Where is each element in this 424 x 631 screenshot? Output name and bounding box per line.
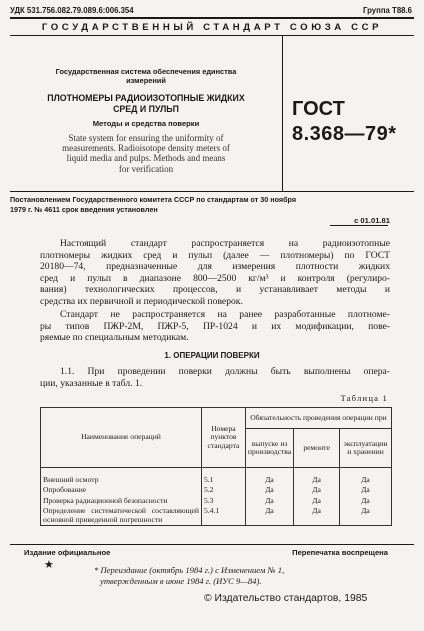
intro-line: средства их первичной и периодической поверок. <box>40 295 243 307</box>
english-title-line-2: measurements. Radioisotope density meters of <box>62 143 230 154</box>
header-rule-top <box>10 17 414 19</box>
scope-paragraph <box>40 309 390 344</box>
intro-line: Настоящий стандарт распространяется на радиоизотопные <box>60 238 390 249</box>
gost-label: ГОСТ <box>292 98 345 120</box>
intro-line: сред и пульп в диапазоне 800—2500 кг/м³ и контроля (регулиро- <box>40 272 390 284</box>
decree-line-2: 1979 г. № 4611 срок введения установлен <box>10 205 158 214</box>
reissue-line-1: * Переиздание (октябрь 1984 г.) с Изменением № 1, <box>94 565 285 575</box>
group-code: Группа Т88.6 <box>363 6 412 15</box>
english-title-line-4: for verification <box>118 163 174 174</box>
clause-line: ции, указанные в табл. 1. <box>40 377 143 389</box>
header-operation-storage: эксплуатации и хранении <box>340 429 392 468</box>
header-clause: Номера пунктов стандарта <box>201 408 245 468</box>
official-edition: Издание официальное <box>24 548 111 557</box>
reissue-note <box>94 565 284 587</box>
main-title-line-1: ПЛОТНОМЕРЫ РАДИОИЗОТОПНЫЕ ЖИДКИХ <box>47 93 245 103</box>
system-line-1: Государственная система обеспечения единства <box>55 67 237 76</box>
clause-1-1 <box>40 366 390 389</box>
clause-line: 1.1. При проведении поверки должны быть выполнены опера- <box>60 366 390 377</box>
star-icon: ★ <box>44 559 54 571</box>
table-row: Опробование 5.2 Да Да Да <box>41 485 392 495</box>
header-banner: ГОСУДАРСТВЕННЫЙ СТАНДАРТ СОЮЗА ССР <box>41 22 383 33</box>
scope-line: Стандарт не распространяется на ранее разработанные плотноме- <box>60 309 390 320</box>
system-line-2: измерений <box>126 76 166 85</box>
effective-date: с 01.01.81 <box>354 216 390 225</box>
decree-line-1: Постановлением Государственного комитета СССР по стандартам от 30 ноября <box>10 195 297 204</box>
main-title-line-2: СРЕД И ПУЛЬП <box>113 103 179 114</box>
gost-number: 8.368—79* <box>292 123 397 145</box>
table-caption: Таблица 1 <box>340 393 388 403</box>
udk-code: УДК 531.756.082.79.089.6:006.354 <box>10 6 134 15</box>
scope-line: ры типов ПЖР-2М, ПЖР-5, ПР-1024 и их модификации, пове- <box>40 320 390 332</box>
intro-line: 20180—74, предназначенные для измерения плотности жидких <box>40 261 390 273</box>
operations-table <box>40 407 392 526</box>
effective-date-rule <box>330 225 388 226</box>
copyright: © Издательство стандартов, 1985 <box>204 593 368 604</box>
intro-line: плотномеры жидких сред и пульп (далее — плотномеры) по ГОСТ <box>40 249 390 261</box>
scope-line: ряемые по специальным методикам. <box>40 332 189 344</box>
intro-line: вания) технологических процессов, и устанавливает методы и <box>40 284 390 296</box>
table-row: Внешний осмотр 5.1 Да Да Да <box>41 468 392 486</box>
english-title-line-1: State system for ensuring the uniformity of <box>68 133 224 143</box>
title-block <box>10 35 283 191</box>
header-release: выпуске из производства <box>245 429 293 468</box>
footer-rule <box>10 544 414 545</box>
decree <box>10 195 414 215</box>
header-operation: Наименование операций <box>41 408 202 468</box>
no-reprint-notice: Перепечатка воспрещена <box>292 548 388 557</box>
title-block-rule <box>10 191 414 192</box>
header-repair: ремонте <box>294 429 340 468</box>
header-obligation: Обязательность проведения операции при <box>245 408 391 429</box>
english-title-line-3: liquid media and pulps. Methods and means <box>66 153 226 164</box>
table-row: Проверка радиационной безопасности 5.3 Да Да Да <box>41 496 392 506</box>
reissue-line-2: утвержденным в июне 1984 г. (ИУС 9—84). <box>100 576 262 586</box>
section-heading: 1. ОПЕРАЦИИ ПОВЕРКИ <box>164 351 260 360</box>
subtitle: Методы и средства поверки <box>92 119 200 128</box>
table-row: Определение систематической составляющей основной приведенной погрешности 5.4.1 Да Да Да <box>41 506 392 525</box>
intro-paragraph <box>40 238 390 308</box>
